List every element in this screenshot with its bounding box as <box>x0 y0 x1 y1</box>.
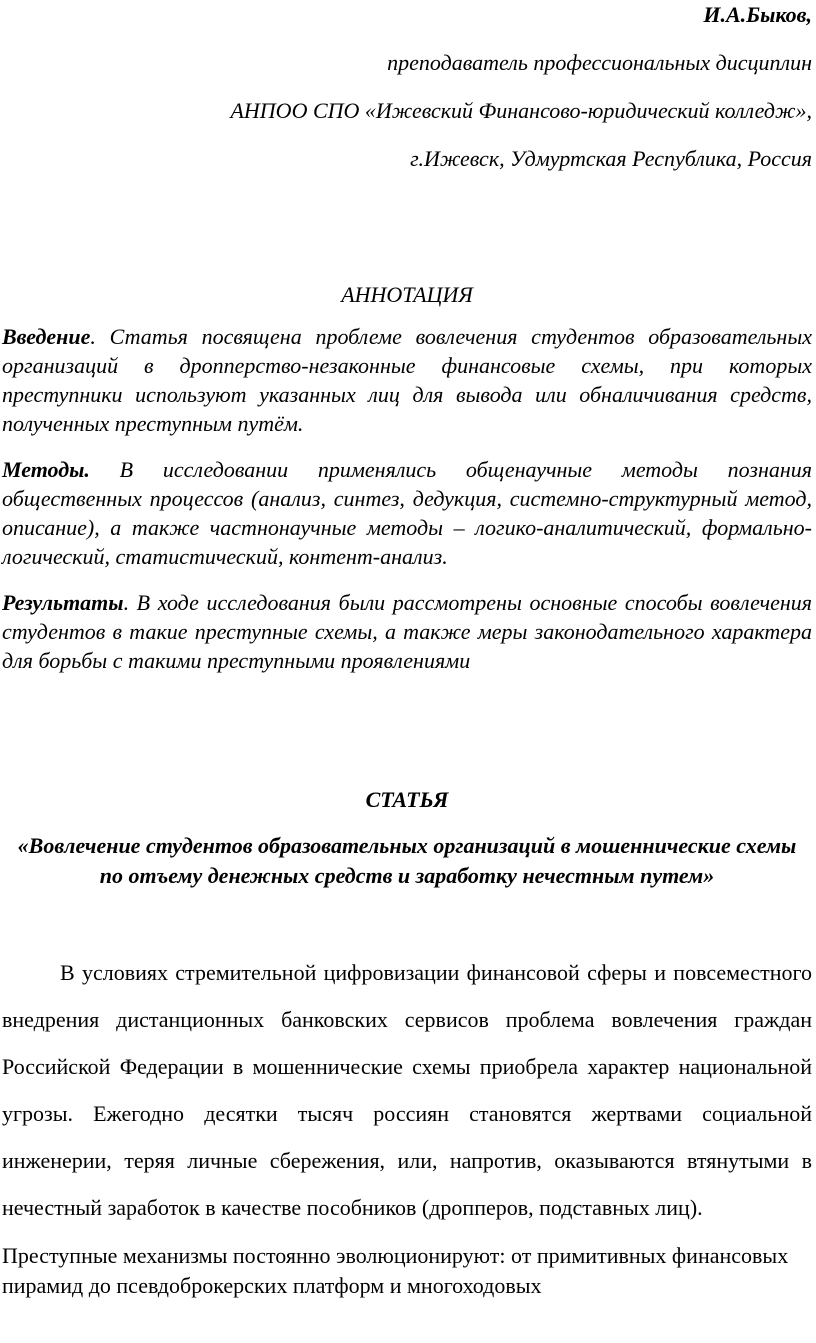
author-location: г.Ижевск, Удмуртская Республика, Россия <box>410 146 812 171</box>
results-label: Результаты <box>2 590 124 615</box>
author-name: И.А.Быков, <box>703 2 812 27</box>
article-title: «Вовлечение студентов образовательных организаций в мошеннические схемы по отъему денежных средств и заработку нечестным путем» <box>17 833 797 888</box>
annotation-body <box>2 322 812 675</box>
annotation-title: АННОТАЦИЯ <box>341 282 473 307</box>
abstract-methods <box>2 455 812 571</box>
article-body <box>2 949 812 1301</box>
article-heading: СТАТЬЯ <box>365 787 449 812</box>
methods-label: Методы. <box>2 457 90 482</box>
body-paragraph-1: В условиях стремительной цифровизации финансовой сферы и повсеместного внедрения дистанционных банковских сервисов проблема вовлечения граждан Российской Федерации в мошеннические схемы приобрела характер национальной угрозы. Ежегодно десятки тысяч россиян становятся жертвами социальной инженерии, теряя личные сбережения, или, напротив, оказываются втянутыми в нечестный заработок в качестве пособников (дропперов, подставных лиц). <box>2 960 812 1220</box>
abstract-results <box>2 588 812 675</box>
author-position: преподаватель профессиональных дисциплин <box>387 50 812 75</box>
introduction-label: Введение <box>2 324 91 349</box>
results-text: . В ходе исследования были рассмотрены основные способы вовлечения студентов в такие преступные схемы, а также меры законодательного характера для борьбы с такими преступными проявлениями <box>2 590 812 673</box>
body-paragraph-2: Преступные механизмы постоянно эволюционируют: от примитивных финансовых пирамид до псевдоброкерских платформ и многоходовых <box>2 1243 789 1298</box>
abstract-introduction <box>2 322 812 438</box>
author-block <box>2 2 812 172</box>
author-organization: АНПОО СПО «Ижевский Финансово-юридический колледж», <box>230 98 812 123</box>
introduction-text: . Статья посвящена проблеме вовлечения студентов образовательных организаций в дропперство-незаконные финансовые схемы, при которых преступники используют указанных лиц для вывода или обналичивания средств, полученных преступным путём. <box>2 324 812 436</box>
methods-text: В исследовании применялись общенаучные методы познания общественных процессов (анализ, синтез, дедукция, системно-структурный метод, описание), а также частнонаучные методы – логико-аналитический, формально-логический, статистический, контент-анализ. <box>2 457 812 569</box>
